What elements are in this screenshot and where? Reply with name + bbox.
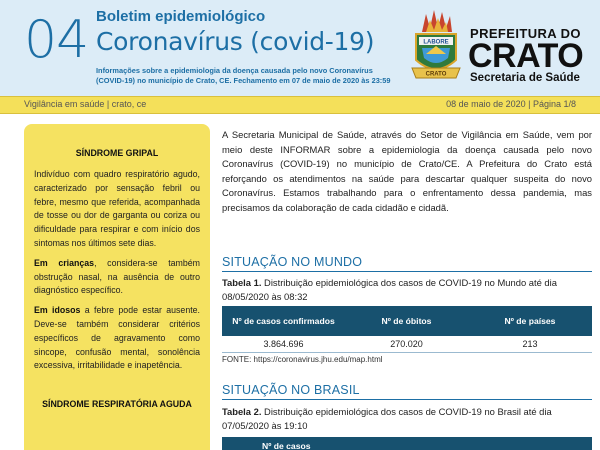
column-header-cases: Nº de casos confirmados — [222, 306, 345, 336]
column-header-countries: Nº de países — [468, 306, 592, 336]
section-title: SITUAÇÃO NO BRASIL — [222, 383, 360, 397]
table1-source: FONTE: https://coronavirus.jhu.edu/map.html — [222, 355, 383, 364]
logo-prefeitura: PREFEITURA DO — [470, 26, 581, 41]
sidebar-paragraph: Indivíduo com quadro respiratório agudo, caracterizado por sensação febril ou febre, mesmo que referida, acompanhada de tosse ou dor de garganta ou coriza ou dificuldade para respirar e com início dos sintomas nos últimos sete dias. — [34, 169, 200, 248]
cell-cases: 3.864.696 — [222, 336, 345, 353]
sidebar-paragraph — [34, 304, 200, 373]
table-header-row — [222, 306, 592, 336]
info-bar — [0, 96, 600, 114]
table1-caption — [222, 276, 592, 303]
section-title: SITUAÇÃO NO MUNDO — [222, 255, 363, 269]
sidebar-bold-term: Em crianças — [34, 257, 95, 268]
subtitle: Informações sobre a epidemiologia da doença causada pelo novo Coronavírus (COVID-19) no município de Crato, CE. Fechamento em 07 de maio de 2020 às 23:59 — [96, 66, 391, 85]
table2-caption-text: Distribuição epidemiológica dos casos de COVID-19 no Brasil até dia 07/05/2020 às 19:10 — [222, 406, 552, 431]
issue-number: 04 — [24, 10, 89, 70]
info-bar-left: Vigilância em saúde | crato, ce — [24, 99, 147, 109]
definitions-sidebar — [24, 124, 210, 450]
sidebar-text: , considera-se também obstrução nasal, na ausência de outro diagnóstico específico. — [34, 257, 200, 296]
table1-label: Tabela 1. — [222, 277, 262, 288]
table2-caption — [222, 405, 592, 432]
section-heading-world — [222, 255, 592, 269]
page-title: Coronavírus (covid-19) — [96, 27, 375, 56]
sidebar-bold-term: Em idosos — [34, 305, 81, 316]
column-header-deaths: Nº de óbitos — [345, 306, 468, 336]
crest-banner-text: CRATO — [425, 71, 447, 78]
column-header-cases: Nº de casos — [262, 441, 311, 450]
crato-crest-icon — [408, 8, 464, 86]
bulletin-title: Boletim epidemiológico — [96, 8, 266, 25]
intro-paragraph: A Secretaria Municipal de Saúde, através do Setor de Vigilância em Saúde, vem por meio deste INFORMAR sobre a epidemiologia da doença causada pelo novo Coronavírus (COVID-19) no município de Crato/CE. A Prefeitura do Crato está reforçando os atendimentos na saúde para descartar qualquer suspeita do novo Coronavírus. Estamos trabalhando para o enfrentamento dessa pandemia, mas precisamos da colaboração de cada cidadão e cidadã. — [222, 129, 592, 213]
section-heading-brazil — [222, 383, 592, 397]
sidebar-heading-srag: SÍNDROME RESPIRATÓRIA AGUDA — [42, 399, 192, 410]
table1-caption-text: Distribuição epidemiológica dos casos de COVID-19 no Mundo até dia 08/05/2020 às 08:32 — [222, 277, 557, 302]
cell-countries: 213 — [468, 336, 592, 353]
section-divider — [222, 271, 592, 272]
table2-label: Tabela 2. — [222, 406, 262, 417]
world-stats-table — [222, 306, 592, 353]
section-divider — [222, 399, 592, 400]
info-bar-right: 08 de maio de 2020 | Página 1/8 — [446, 99, 576, 109]
sidebar-text: a febre pode estar ausente. Deve-se também considerar critérios específicos de agravamento como sincope, confusão mental, sonolência excessiva, irritabilidade e inapetência. — [34, 305, 201, 371]
main-content — [222, 128, 592, 216]
crest-motto: LABORE — [423, 39, 449, 46]
brazil-stats-table-header — [222, 437, 592, 450]
logo-secretaria: Secretaria de Saúde — [470, 72, 580, 84]
table-row — [222, 336, 592, 353]
cell-deaths: 270.020 — [345, 336, 468, 353]
sidebar-heading-sindrome-gripal: SÍNDROME GRIPAL — [75, 148, 159, 158]
logo-city: CRATO — [468, 37, 584, 75]
header — [0, 0, 600, 96]
sidebar-paragraph — [34, 257, 200, 298]
